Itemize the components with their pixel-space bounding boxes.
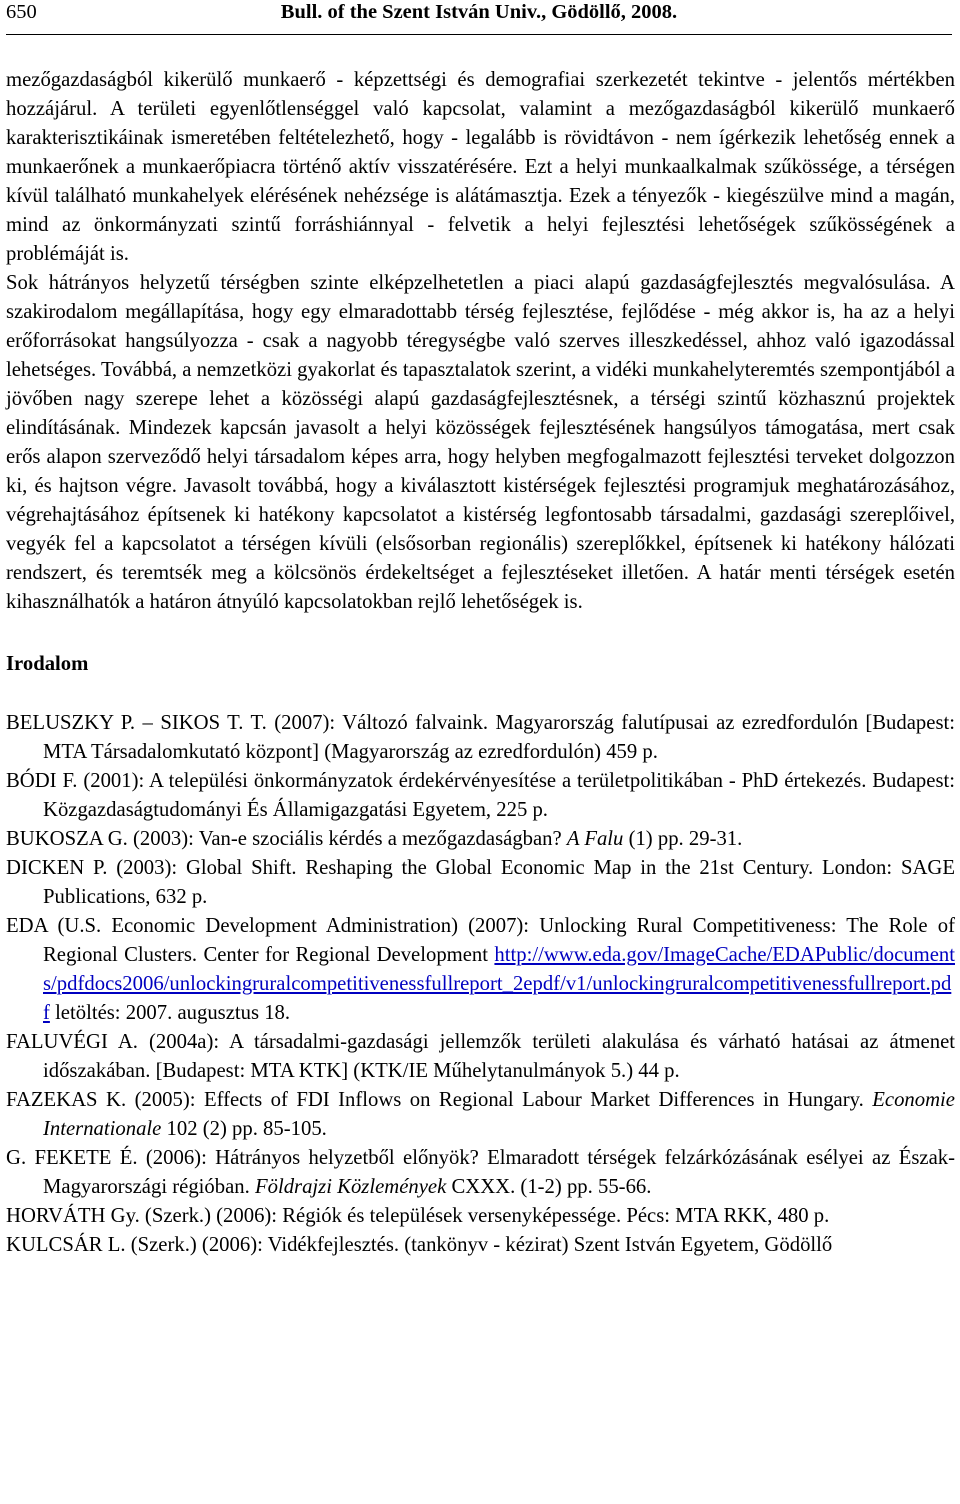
reference-link[interactable]: http://www.eda.gov/ImageCache/EDAPublic/documents/pdfdocs2006/unlockingruralcompetitivenessfullreport_2epdf/v1/unlockingruralcompetitivenessfullreport.pdf <box>43 944 955 1024</box>
reference-text: G. FEKETE É. (2006): Hátrányos helyzetből előnyök? Elmaradott térségek felzárkózásának esélyei az Észak-Magyarországi régióban. <box>6 1147 955 1198</box>
reference-text-end: letöltés: 2007. augusztus 18. <box>49 1002 291 1024</box>
reference-item <box>6 1202 955 1231</box>
reference-item <box>6 1028 955 1086</box>
reference-text: BELUSZKY P. – SIKOS T. T. (2007): Változó falvaink. Magyarország falutípusai az ezredfordulón [Budapest: MTA Társadalomkutató központ] (Magyarország az ezredfordulón) 459 p. <box>6 712 955 763</box>
reference-text: EDA (U.S. Economic Development Administration) (2007): Unlocking Rural Competitiveness: The Role of Regional Clusters. Center for Regional Development <box>6 915 955 966</box>
reference-item <box>6 912 955 1028</box>
reference-text: FAZEKAS K. (2005): Effects of FDI Inflows on Regional Labour Market Differences in Hungary. <box>6 1089 873 1111</box>
reference-text-end: (1) pp. 29-31. <box>623 828 743 850</box>
body-paragraph: mezőgazdaságból kikerülő munkaerő - képzettségi és demografiai szerkezetét tekintve - jelentős mértékben hozzájárul. A területi egyenlőtlenséggel való kapcsolat, valamint a mezőgazdaságból kikerülő munkaerő karakterisztikáinak ismeretében feltételezhető, hogy - legalább is rövidtávon - nem ígérkezik lehetőség ennek a munkaerőnek a munkaerőpiacra történő aktív visszatérésére. Ezt a helyi munkaalkalmak szűkössége, a térségen kívül található munkahelyek elérésének nehézsége is alátámasztja. Ezek a tényezők - kiegészülve mind a magán, mind az önkormányzati szintű forráshiánnyal - felvetik a helyi fejlesztési lehetőségek szűkösségének a problémáját is. <box>6 69 955 265</box>
reference-item <box>6 767 955 825</box>
reference-text: KULCSÁR L. (Szerk.) (2006): Vidékfejlesztés. (tankönyv - kézirat) Szent István Egyetem, Gödöllő <box>6 1234 833 1256</box>
journal-title: Bull. of the Szent István Univ., Gödöllő, 2008. <box>280 1 678 23</box>
reference-text: DICKEN P. (2003): Global Shift. Reshaping the Global Economic Map in the 21st Century. London: SAGE Publications, 632 p. <box>6 857 955 908</box>
reference-item <box>6 1144 955 1202</box>
reference-item <box>6 1086 955 1144</box>
reference-journal: A Falu <box>566 828 624 850</box>
reference-text: BÓDI F. (2001): A települési önkormányzatok érdekérvényesítése a területpolitikában - PhD értekezés. Budapest: Közgazdaságtudományi És Államigazgatási Egyetem, 225 p. <box>6 770 955 821</box>
reference-text-end: CXXX. (1-2) pp. 55-66. <box>446 1176 652 1198</box>
reference-text: BUKOSZA G. (2003): Van-e szociális kérdés a mezőgazdaságban? <box>6 828 567 850</box>
reference-item <box>6 825 955 854</box>
reference-text-end: 102 (2) pp. 85-105. <box>161 1118 327 1140</box>
reference-item <box>6 709 955 767</box>
reference-journal: Economie Internationale <box>43 1089 955 1140</box>
page-body <box>6 66 955 1260</box>
reference-list <box>6 709 955 1260</box>
page-number: 650 <box>6 1 37 23</box>
reference-journal: Földrajzi Közlemények <box>254 1176 447 1198</box>
reference-text: HORVÁTH Gy. (Szerk.) (2006): Régiók és települések versenyképessége. Pécs: MTA RKK, 480 p. <box>6 1205 830 1227</box>
reference-text: FALUVÉGI A. (2004a): A társadalmi-gazdasági jellemzők területi alakulása és várható hatásai az átmenet időszakában. [Budapest: MTA KTK] (KTK/IE Műhelytanulmányok 5.) 44 p. <box>6 1031 955 1082</box>
reference-item <box>6 1231 955 1260</box>
page-header <box>6 0 952 35</box>
reference-item <box>6 854 955 912</box>
body-paragraph: Sok hátrányos helyzetű térségben szinte elképzelhetetlen a piaci alapú gazdaságfejlesztés megvalósulása. A szakirodalom megállapítása, hogy egy elmaradottabb térség fejlesztése, fejlődése - még akkor is, ha az a helyi erőforrásokat hangsúlyozza - csak a nagyobb téregységbe való szerves illeszkedéssel, ahhoz való igazodással lehetséges. Továbbá, a nemzetközi gyakorlat és tapasztalatok szerint, a vidéki munkahelyteremtés szempontjából a jövőben nagy szerepe lehet a közösségi alapú gazdaságfejlesztésnek, a térségi szintű közhasznú projektek elindításának. Mindezek kapcsán javasolt a helyi közösségek fejlesztésének hangsúlyos támogatása, mert csak erős alapon szerveződő helyi társadalom képes arra, hogy helyben megfogalmazott fejlesztési terveket dolgozzon ki, és hajtson végre. Javasolt továbbá, hogy a kiválasztott kistérségek fejlesztési programjuk meghatározásához, végrehajtásához építsenek ki hatékony kapcsolatot a kistérség legfontosabb társadalmi, gazdasági szereplőivel, vegyék fel a kapcsolatot a térségen kívüli (elsősorban regionális) szereplőkkel, építsenek ki hatékony hálózati rendszert, és teremtsék meg a kölcsönös érdekeltséget a fejlesztéseket illetően. A határ menti térségek esetén kihasználhatók a határon átnyúló kapcsolatokban rejlő lehetőségek is. <box>6 272 955 613</box>
references-heading: Irodalom <box>6 653 89 675</box>
